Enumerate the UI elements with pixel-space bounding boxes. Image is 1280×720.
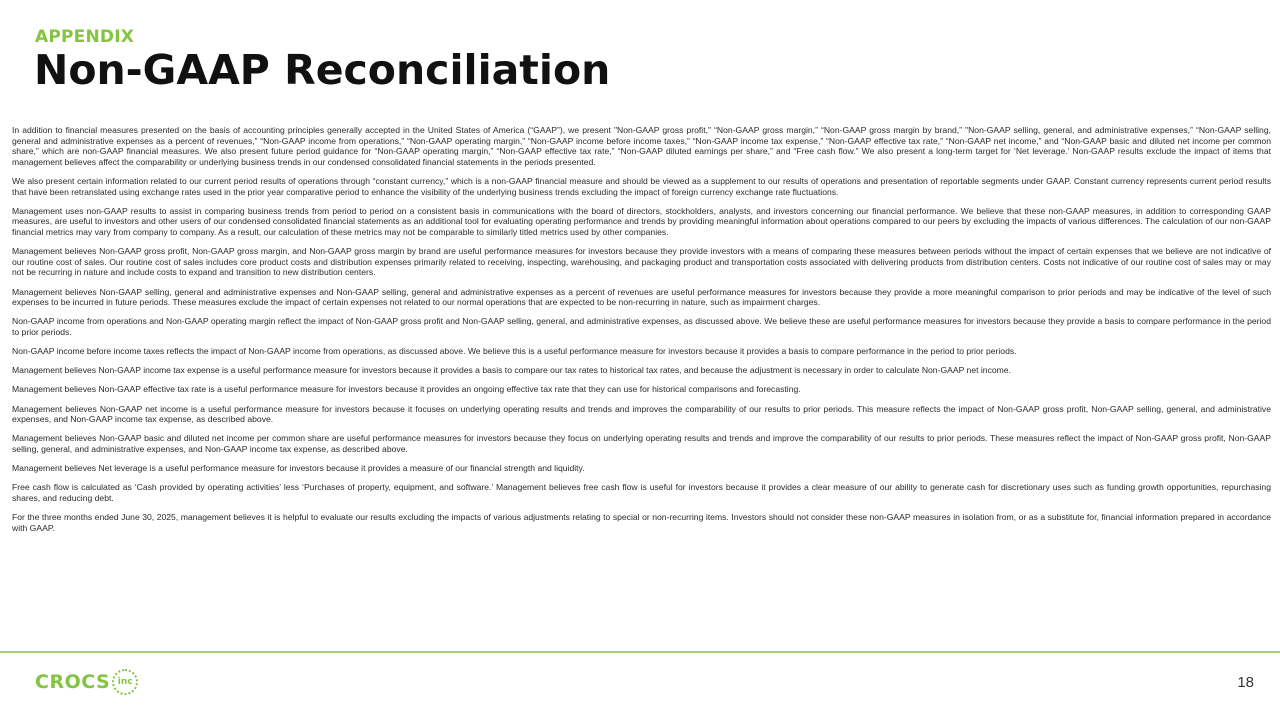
page-number: 18 bbox=[1237, 674, 1254, 691]
paragraph: Non-GAAP income from operations and Non-GAAP operating margin reflect the impact of Non-GAAP gross profit and Non-GAAP selling, general, and administrative expenses, as discussed above. We believe these are useful performance measures for investors because they provide a basis to compare performance in the period to prior periods. bbox=[12, 316, 1271, 337]
paragraph: We also present certain information related to our current period results of operations through “constant currency,” which is a non-GAAP financial measure and should be viewed as a supplement to our results of operations and presentation of reportable segments under GAAP. Constant currency represents current period results that have been retranslated using exchange rates used in the prior year comparative period to enhance the visibility of the underlying business trends excluding the impact of foreign currency exchange rate fluctuations. bbox=[12, 175, 1271, 197]
crocs-logo bbox=[35, 668, 138, 696]
paragraph: Management believes Non-GAAP selling, general and administrative expenses and Non-GAAP selling, general and administrative expenses as a percent of revenues are useful performance measures for investors because they provide a more meaningful comparison to prior periods and may be indicative of the level of such expenses to be incurred in future periods. These measures exclude the impact of certain expenses not related to our normal operations that are expected to be non-recurring in nature, such as impairment charges. bbox=[12, 286, 1271, 308]
paragraph: Management believes Non-GAAP gross profit, Non-GAAP gross margin, and Non-GAAP gross margin by brand are useful performance measures for investors because they provide investors with a means of comparing these measures between periods without the impact of certain expenses that we believe are not indicative of our routine cost of sales. Our routine cost of sales includes core product costs and distribution expenses primarily related to receiving, inspecting, warehousing, and packaging product and transportation costs associated with delivering products from distribution centers. Costs not indicative of our routine cost of sales may or may not be recurring in nature and include costs to expand and transition to new distribution centers. bbox=[12, 246, 1271, 278]
paragraph: Management believes Non-GAAP basic and diluted net income per common share are useful performance measures for investors because they focus on underlying operating results and trends and improve the comparability of our results to prior periods. These measures reflect the impact of Non-GAAP gross profit, Non-GAAP selling, general, and administrative expenses, and Non-GAAP income tax expense, as described above. bbox=[12, 433, 1271, 454]
paragraph: Management believes Non-GAAP net income is a useful performance measure for investors because it focuses on underlying operating results and trends and improves the comparability of our results to prior periods. This measure reflects the impact of Non-GAAP gross profit, Non-GAAP selling, general, and administrative expenses, and Non-GAAP income tax expense, as described above. bbox=[12, 403, 1271, 425]
logo-inc-badge: inc bbox=[112, 669, 138, 695]
paragraph: Management believes Non-GAAP effective tax rate is a useful performance measure for investors because it provides an ongoing effective tax rate that they can use for historical comparisons and forecasting. bbox=[12, 384, 801, 395]
section-label: APPENDIX bbox=[35, 27, 135, 47]
paragraph: Management believes Net leverage is a useful performance measure for investors because it provides a measure of our financial strength and liquidity. bbox=[12, 463, 585, 474]
paragraph: For the three months ended June 30, 2025, management believes it is helpful to evaluate our results excluding the impacts of various adjustments relating to special or non-recurring items. Investors should not consider these non-GAAP measures in isolation from, or as a substitute for, financial information prepared in accordance with GAAP. bbox=[12, 512, 1271, 533]
footer-rule bbox=[0, 651, 1280, 653]
body-text bbox=[12, 125, 1271, 542]
paragraph: In addition to financial measures presented on the basis of accounting principles generally accepted in the United States of America (“GAAP”), we present "Non-GAAP gross profit," “Non-GAAP gross margin,” “Non-GAAP gross margin by brand,” "Non-GAAP selling, general, and administrative expenses,” “Non-GAAP selling, general and administrative expenses as a percent of revenues,” “Non-GAAP income from operations,” “Non-GAAP operating margin,” “Non-GAAP income before income taxes,” “Non-GAAP income tax expense,” “Non-GAAP effective tax rate,” “Non-GAAP net income,” and “Non-GAAP basic and diluted net income per common share,” which are non-GAAP financial measures. We also present future period guidance for “Non-GAAP operating margin,” “Non-GAAP effective tax rate,” “Non-GAAP diluted earnings per share,” and “Free cash flow.” We also present a long-term target for ‘Net leverage.’ Non-GAAP results exclude the impact of items that management believes affect the comparability or underlying business trends in our condensed consolidated financial statements in the periods presented. bbox=[12, 125, 1271, 167]
paragraph: Non-GAAP income before income taxes reflects the impact of Non-GAAP income from operations, as discussed above. We believe this is a useful performance measure for investors because it provides a basis to compare performance in the period to prior periods. bbox=[12, 346, 1017, 357]
paragraph: Free cash flow is calculated as ‘Cash provided by operating activities’ less ‘Purchases of property, equipment, and software.’ Management believes free cash flow is useful for investors because it provides a clear measure of our ability to generate cash for discretionary uses such as funding growth opportunities, repurchasing shares, and reducing debt. bbox=[12, 482, 1271, 503]
logo-wordmark: CROCS bbox=[35, 671, 111, 693]
page-title: Non-GAAP Reconciliation bbox=[34, 46, 611, 94]
paragraph: Management uses non-GAAP results to assist in comparing business trends from period to period on a consistent basis in communications with the board of directors, stockholders, analysts, and investors concerning our financial performance. We believe that these non-GAAP measures, in addition to corresponding GAAP measures, are useful to investors and other users of our condensed consolidated financial statements as an additional tool for evaluating operating performance and trends by providing meaningful information about operations compared to our peers by excluding the impacts of various differences. The calculation of our non-GAAP financial metrics may vary from company to company. As a result, our calculation of these metrics may not be comparable to similarly titled metrics used by other companies. bbox=[12, 205, 1271, 237]
paragraph: Management believes Non-GAAP income tax expense is a useful performance measure for investors because it provides a basis to compare our tax rates to historical tax rates, and because the adjustment is necessary in order to calculate Non-GAAP net income. bbox=[12, 365, 1011, 376]
